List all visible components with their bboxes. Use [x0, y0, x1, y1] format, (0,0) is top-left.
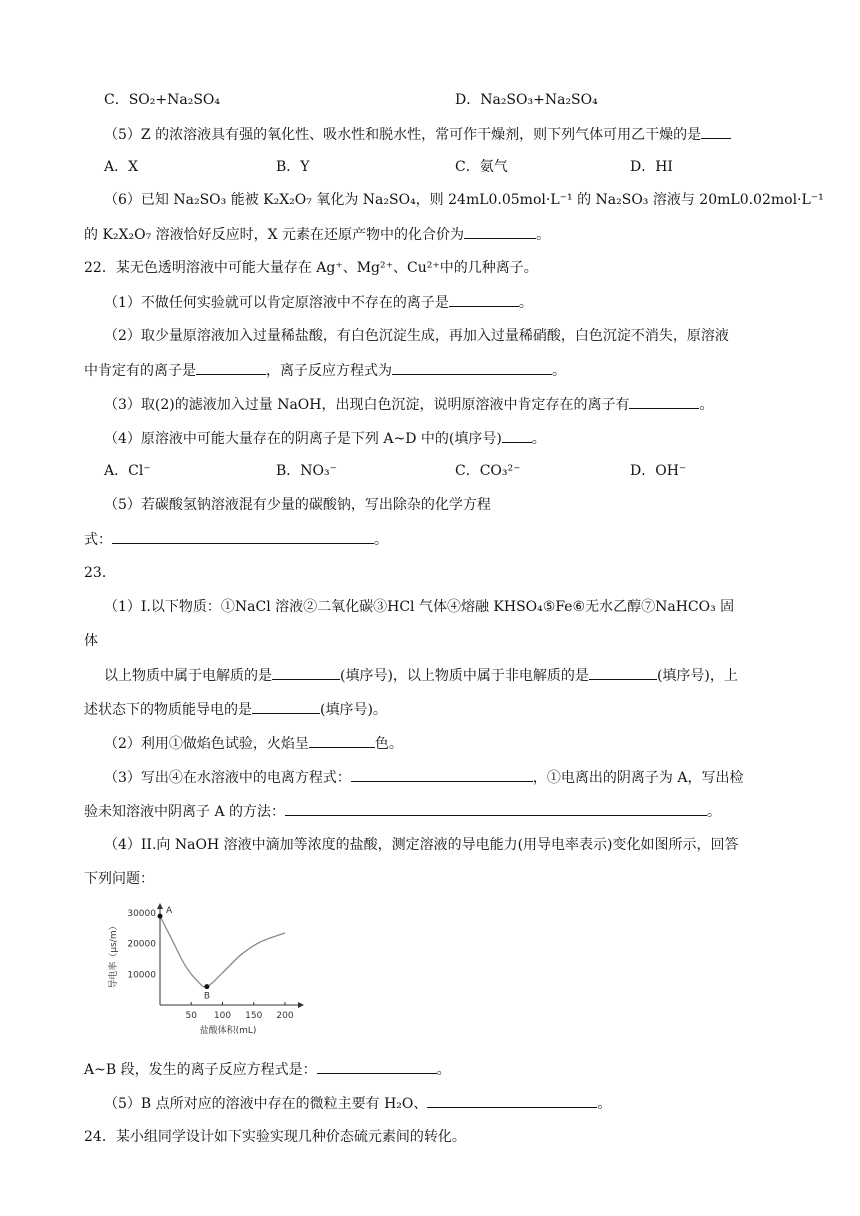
q22-part5-line2: 式： 。: [84, 529, 810, 550]
q23-part1-line3: 以上物质中属于电解质的是 (填序号)，以上物质中属于非电解质的是 (填序号)，上: [104, 665, 810, 686]
point-b-label: B: [203, 991, 211, 1002]
answer-blank[interactable]: [272, 665, 340, 680]
x-tick-label: 200: [276, 1011, 294, 1021]
q23-number: 23．: [84, 565, 116, 581]
answer-blank[interactable]: [112, 529, 374, 544]
q23-part3-line1: （3）写出④在水溶液中的电离方程式： ，①电离出的阴离子为 A，写出检: [104, 767, 810, 788]
answer-blank[interactable]: [309, 733, 375, 748]
q23-part1-line4: 述状态下的物质能导电的是 (填序号)。: [84, 699, 810, 720]
q22-part4: （4）原溶液中可能大量存在的阴离子是下列 A~D 中的(填序号) 。: [104, 428, 810, 449]
x-tick-label: 150: [245, 1011, 263, 1021]
answer-blank[interactable]: [285, 801, 707, 816]
answer-blank[interactable]: [449, 292, 519, 307]
point-b-marker: [204, 984, 209, 989]
y-axis-label: 导电率（μs/m）: [109, 921, 119, 989]
answer-blank[interactable]: [196, 360, 266, 375]
x-tick-label: 50: [185, 1011, 197, 1021]
q23-part4-line2: 下列问题：: [84, 871, 154, 887]
q21-part6-line2: 的 K₂X₂O₇ 溶液恰好反应时，X 元素在还原产物中的化合价为 。: [84, 224, 810, 245]
q22-part3: （3）取(2)的滤液加入过量 NaOH，出现白色沉淀，说明原溶液中肯定存在的离子有 。: [104, 394, 810, 415]
q22-p4-option-a: A．Cl⁻: [104, 463, 151, 479]
answer-blank[interactable]: [701, 124, 731, 139]
q21-option-c: C．SO₂+Na₂SO₄: [104, 92, 221, 108]
q23-part5: （5）B 点所对应的溶液中存在的微粒主要有 H₂O、 。: [104, 1093, 810, 1114]
q22-part2-line2: 中肯定有的离子是 ，离子反应方程式为 。: [84, 360, 810, 381]
y-tick-label: 10000: [127, 970, 156, 981]
q21-part5: （5）Z 的浓溶液具有强的氧化性、吸水性和脱水性，常可作干燥剂，则下列气体可用乙干燥的是: [104, 124, 810, 145]
q22-p4-option-b: B．NO₃⁻: [276, 463, 338, 479]
q23-part1-line1: （1）I.以下物质：①NaCl 溶液②二氧化碳③HCl 气体④熔融 KHSO₄⑤Fe⑥无水乙醇⑦NaHCO₃ 固: [104, 599, 735, 615]
conductivity-chart: [100, 900, 310, 1040]
point-a-marker: [158, 914, 163, 919]
answer-blank[interactable]: [502, 428, 532, 443]
y-tick-label: 20000: [127, 939, 156, 950]
q21-p5-option-d: D．HI: [630, 159, 673, 175]
series-line: [160, 916, 285, 987]
answer-blank[interactable]: [252, 699, 320, 714]
q21-part6-line1: （6）已知 Na₂SO₃ 能被 K₂X₂O₇ 氧化为 Na₂SO₄，则 24mL0.05mol·L⁻¹ 的 Na₂SO₃ 溶液与 20mL0.02mol·L⁻¹: [104, 192, 824, 208]
q22-p4-option-d: D．OH⁻: [630, 463, 687, 479]
q21-option-d: D．Na₂SO₃+Na₂SO₄: [455, 92, 598, 108]
q21-p5-option-b: B．Y: [276, 159, 310, 175]
q22-p4-option-c: C．CO₃²⁻: [455, 463, 521, 479]
x-axis-label: 盐酸体积(mL): [199, 1026, 257, 1036]
answer-blank[interactable]: [392, 360, 552, 375]
q24-stem: 24．某小组同学设计如下实验实现几种价态硫元素间的转化。: [84, 1129, 466, 1145]
answer-blank[interactable]: [589, 665, 657, 680]
answer-blank[interactable]: [464, 224, 536, 239]
q22-stem: 22．某无色透明溶液中可能大量存在 Ag⁺、Mg²⁺、Cu²⁺中的几种离子。: [84, 260, 538, 276]
q22-part5-line1: （5）若碳酸氢钠溶液混有少量的碳酸钠，写出除杂的化学方程: [104, 497, 491, 513]
q23-ab-segment: A~B 段，发生的离子反应方程式是： 。: [84, 1059, 810, 1080]
answer-blank[interactable]: [427, 1093, 597, 1108]
q22-part2-line1: （2）取少量原溶液加入过量稀盐酸，有白色沉淀生成，再加入过量稀硝酸，白色沉淀不消失，原溶液: [104, 328, 729, 344]
point-a-label: A: [166, 906, 173, 917]
q23-part1-line2: 体: [84, 633, 98, 649]
q21-p5-option-a: A．X: [104, 159, 139, 175]
q23-part3-line2: 验未知溶液中阴离子 A 的方法： 。: [84, 801, 810, 822]
q21-p5-option-c: C．氨气: [455, 159, 508, 175]
answer-blank[interactable]: [317, 1059, 437, 1074]
answer-blank[interactable]: [629, 394, 699, 409]
x-tick-label: 100: [213, 1011, 232, 1021]
q23-part2: （2）利用①做焰色试验，火焰呈 色。: [104, 733, 810, 754]
q23-part4-line1: （4）II.向 NaOH 溶液中滴加等浓度的盐酸，测定溶液的导电能力(用导电率表示)变化如图所示，回答: [104, 837, 739, 853]
q22-part1: （1）不做任何实验就可以肯定原溶液中不存在的离子是 。: [104, 292, 810, 313]
y-tick-label: 30000: [127, 909, 156, 920]
answer-blank[interactable]: [351, 767, 533, 782]
